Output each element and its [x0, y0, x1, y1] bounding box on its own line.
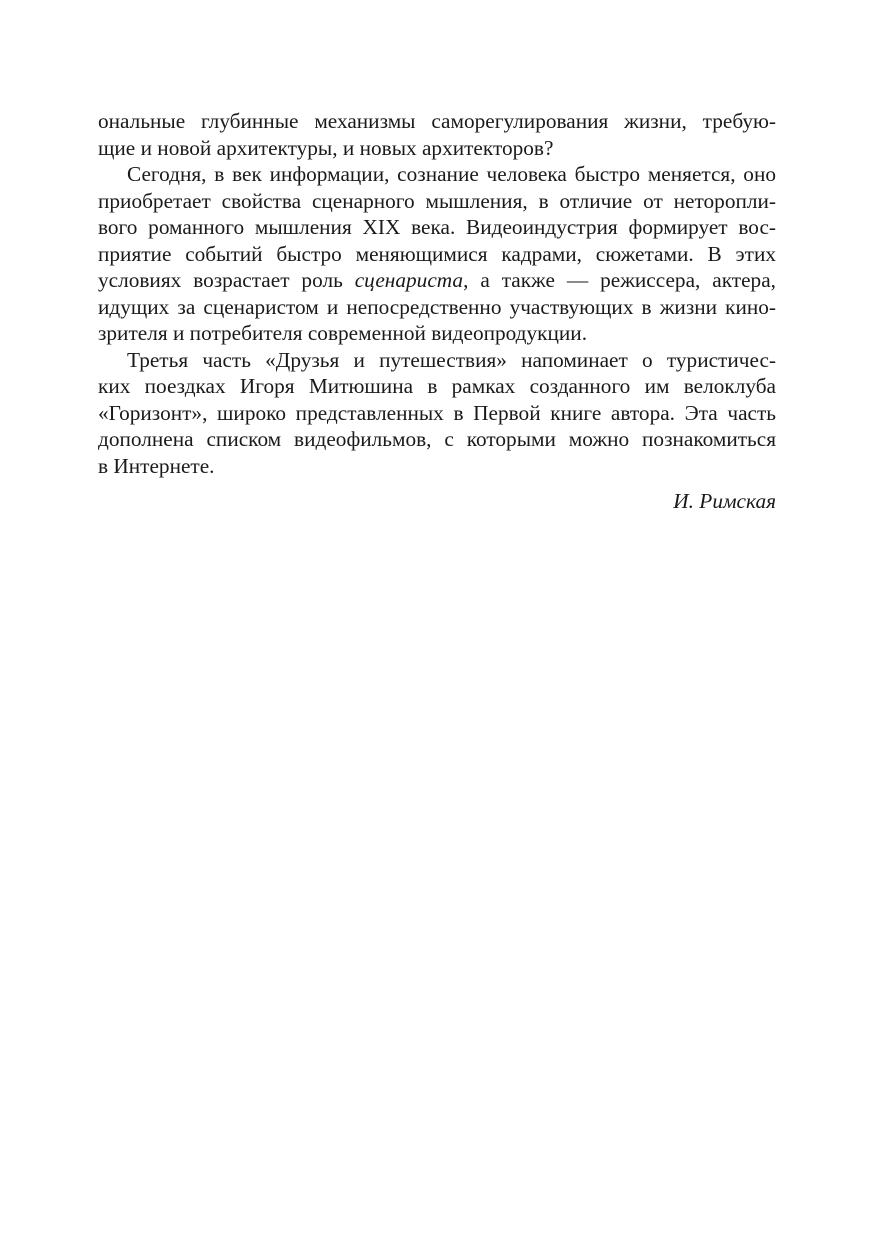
- paragraph: [98, 161, 776, 347]
- page-body: [98, 108, 776, 515]
- text-line: идущих за сценаристом и непосредственно участвующих в жизни кино-: [98, 294, 776, 319]
- text-line: дополнена списком видеофильмов, с которыми можно познакомиться: [98, 427, 776, 451]
- text-run: условиях возрастает роль: [98, 268, 355, 292]
- text-line: Сегодня, в век информации, сознание человека быстро меняется, оно: [127, 162, 776, 186]
- text-line: Третья часть «Друзья и путешествия» напоминает о туристичес-: [127, 347, 776, 372]
- author-signature: И. Римская: [673, 489, 776, 513]
- text-line: ких поездках Игоря Митюшина в рамках созданного им велоклуба: [98, 374, 776, 398]
- text-line: ональные глубинные механизмы саморегулирования жизни, требую-: [98, 109, 776, 133]
- text-run: , а также — режиссера, актера,: [463, 268, 776, 292]
- text-line: «Горизонт», широко представленных в Первой книге автора. Эта часть: [98, 400, 776, 425]
- text-line: [98, 267, 776, 294]
- text-line: приобретает свойства сценарного мышления, в отличие от неторопли-: [98, 188, 776, 213]
- text-line: щие и новой архитектуры, и новых архитекторов?: [98, 135, 554, 160]
- paragraph: [98, 108, 776, 161]
- text-line: в Интернете.: [98, 453, 215, 478]
- text-line: приятие событий быстро меняющимися кадрами, сюжетами. В этих: [98, 241, 776, 266]
- text-line: зрителя и потребителя современной видеопродукции.: [98, 321, 588, 345]
- text-line: вого романного мышления XIX века. Видеоиндустрия формирует вос-: [98, 215, 776, 239]
- paragraph: [98, 347, 776, 480]
- italic-term: сценариста: [354, 268, 464, 292]
